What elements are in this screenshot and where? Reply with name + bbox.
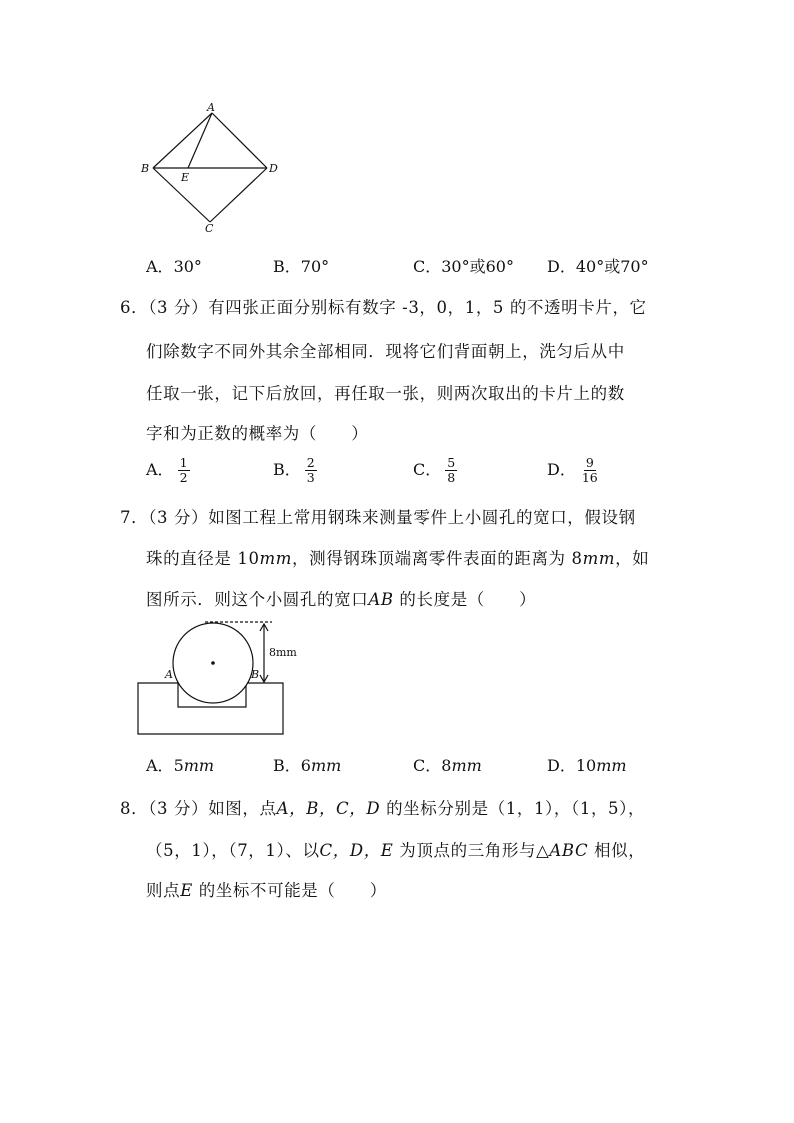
q7-line-2: 珠的直径是 10mm，测得钢珠顶端离零件表面的距离为 8mm，如 (146, 549, 650, 568)
q5-option-d[interactable]: D．40°或70° (547, 257, 649, 276)
q6-option-c[interactable]: C． $\frac{5}{8}$ (413, 455, 456, 485)
q7-score: （3 分） (148, 508, 209, 527)
q6-line-1: 6．（3 分）有四张正面分别标有数字 -3，0，1，5 的不透明卡片，它 (120, 298, 647, 317)
q6-option-a[interactable]: A． $\frac{1}{2}$ (146, 455, 188, 485)
label-hole-b: B (251, 668, 260, 681)
fraction: $\frac{2}{3}$ (306, 455, 315, 485)
q6-number: 6． (120, 298, 149, 317)
label-e: E (181, 171, 190, 184)
q6-line-4: 字和为正数的概率为（ ） (146, 424, 369, 443)
q7-number: 7． (120, 508, 149, 527)
q6-option-b[interactable]: B． $\frac{2}{3}$ (273, 455, 315, 485)
q8-score: （3 分） (148, 799, 209, 818)
label-b: B (141, 162, 150, 175)
q6-line-2: 们除数字不同外其余全部相同．现将它们背面朝上，洗匀后从中 (146, 342, 625, 361)
q5-option-c[interactable]: C．30°或60° (413, 257, 514, 276)
q7-line-3: 图所示．则这个小圆孔的宽口AB 的长度是（ ） (146, 590, 537, 609)
label-a: A (207, 101, 215, 114)
ball-center (211, 661, 215, 665)
q8-line-1: 8．（3 分）如图，点A，B，C，D 的坐标分别是（1，1），（1，5）， (120, 799, 646, 818)
q7-option-b[interactable]: B．6mm (273, 756, 342, 775)
fraction: $\frac{9}{16}$ (581, 455, 598, 485)
q6-line-3: 任取一张，记下后放回，再任取一张，则两次取出的卡片上的数 (146, 384, 625, 403)
q7-option-c[interactable]: C．8mm (413, 756, 482, 775)
q8-line-3: 则点E 的坐标不可能是（ ） (146, 881, 387, 900)
q8-line-2: （5，1），（7，1）、以C，D，E 为顶点的三角形与△ABC 相似， (146, 841, 646, 860)
label-hole-a: A (165, 668, 173, 681)
q8-number: 8． (120, 799, 149, 818)
dimension-label: 8mm (269, 646, 297, 659)
label-d: D (269, 162, 278, 175)
q5-option-b[interactable]: B．70° (273, 257, 330, 276)
label-c: C (205, 222, 214, 235)
q7-option-a[interactable]: A．5mm (146, 756, 215, 775)
q7-option-d[interactable]: D．10mm (547, 756, 627, 775)
fraction: $\frac{1}{2}$ (179, 455, 188, 485)
q5-option-a[interactable]: A．30° (146, 257, 202, 276)
q6-score: （3 分） (148, 298, 209, 317)
q6-option-d[interactable]: D． $\frac{9}{16}$ (547, 455, 598, 485)
q7-line-1: 7．（3 分）如图工程上常用钢珠来测量零件上小圆孔的宽口，假设钢 (120, 508, 636, 527)
fraction: $\frac{5}{8}$ (447, 455, 456, 485)
